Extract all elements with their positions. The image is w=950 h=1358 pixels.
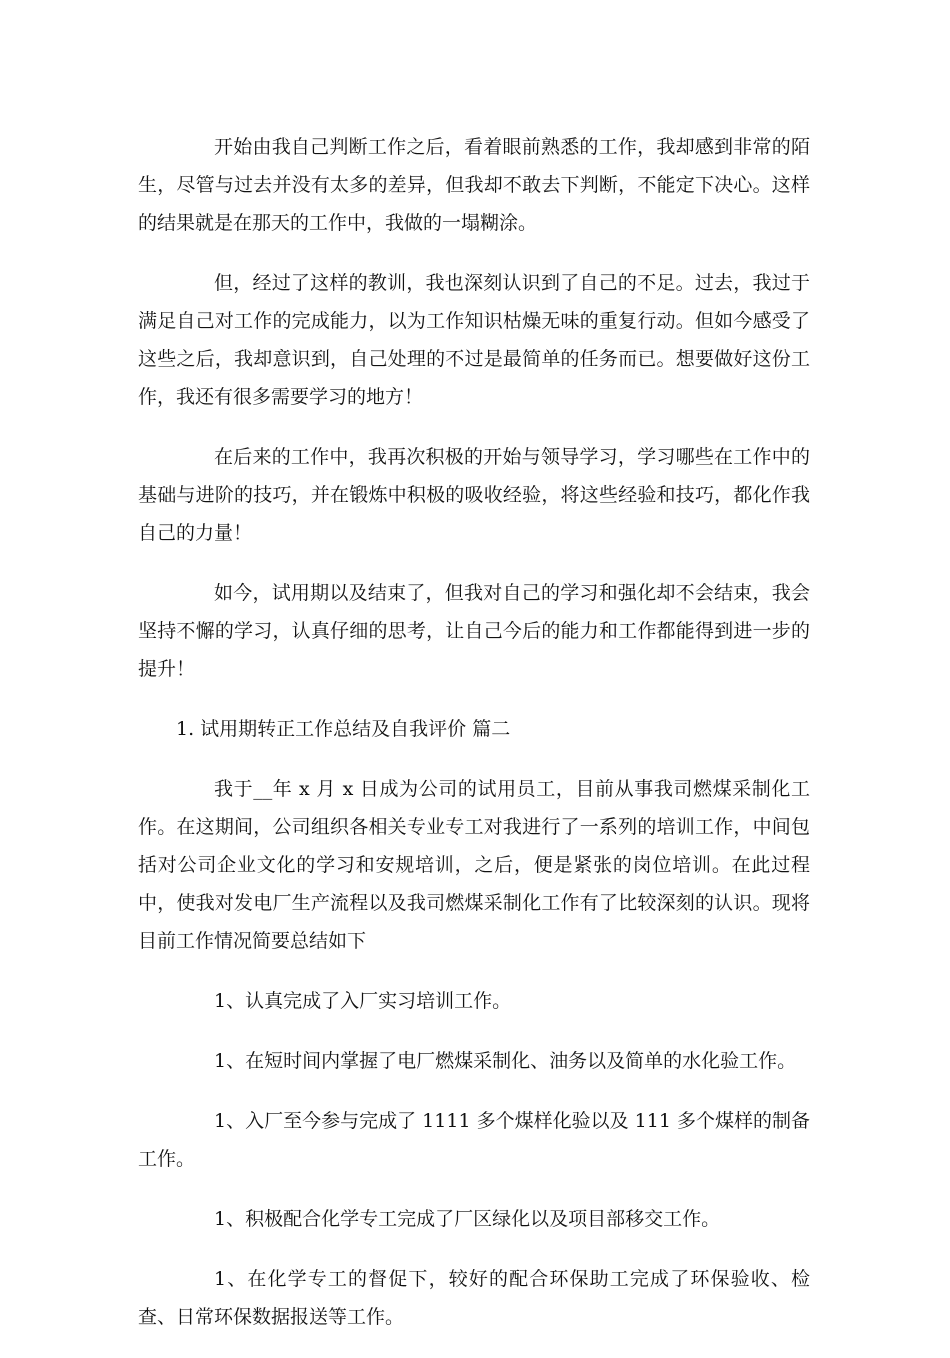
intro-paragraph: 我于__年 x 月 x 日成为公司的试用员工，目前从事我司燃煤采制化工作。在这期间，公司组织各相关专业专工对我进行了一系列的培训工作，中间包括对公司企业文化的学习和安规培训，之后，便是紧张的岗位培训。在此过程中，使我对发电厂生产流程以及我司燃煤采制化工作有了比较深刻的认识。现将目前工作情况简要总结如下 bbox=[138, 778, 810, 952]
list-item: 1、入厂至今参与完成了 1111 多个煤样化验以及 111 多个煤样的制备工作。 bbox=[138, 1110, 810, 1170]
paragraph-4: 如今，试用期以及结束了，但我对自己的学习和强化却不会结束，我会坚持不懈的学习，认真仔细的思考，让自己今后的能力和工作都能得到进一步的提升！ bbox=[138, 582, 810, 680]
paragraph-1: 开始由我自己判断工作之后，看着眼前熟悉的工作，我却感到非常的陌生，尽管与过去并没有太多的差异，但我却不敢去下判断，不能定下决心。这样的结果就是在那天的工作中，我做的一塌糊涂。 bbox=[138, 136, 810, 234]
list-item: 1、认真完成了入厂实习培训工作。 bbox=[214, 990, 512, 1012]
paragraph-3: 在后来的工作中，我再次积极的开始与领导学习，学习哪些在工作中的基础与进阶的技巧，并在锻炼中积极的吸收经验，将这些经验和技巧，都化作我自己的力量！ bbox=[138, 446, 810, 544]
document-page bbox=[138, 128, 810, 1358]
section-heading: 1. 试用期转正工作总结及自我评价 篇二 bbox=[176, 718, 511, 740]
paragraph-2: 但，经过了这样的教训，我也深刻认识到了自己的不足。过去，我过于满足自己对工作的完成能力，以为工作知识枯燥无味的重复行动。但如今感受了这些之后，我却意识到，自己处理的不过是最简单的任务而已。想要做好这份工作，我还有很多需要学习的地方！ bbox=[138, 272, 810, 408]
list-item: 1、积极配合化学专工完成了厂区绿化以及项目部移交工作。 bbox=[214, 1208, 721, 1230]
list-item: 1、在化学专工的督促下，较好的配合环保助工完成了环保验收、检查、日常环保数据报送等工作。 bbox=[138, 1268, 810, 1328]
list-item: 1、在短时间内掌握了电厂燃煤采制化、油务以及简单的水化验工作。 bbox=[214, 1050, 797, 1072]
